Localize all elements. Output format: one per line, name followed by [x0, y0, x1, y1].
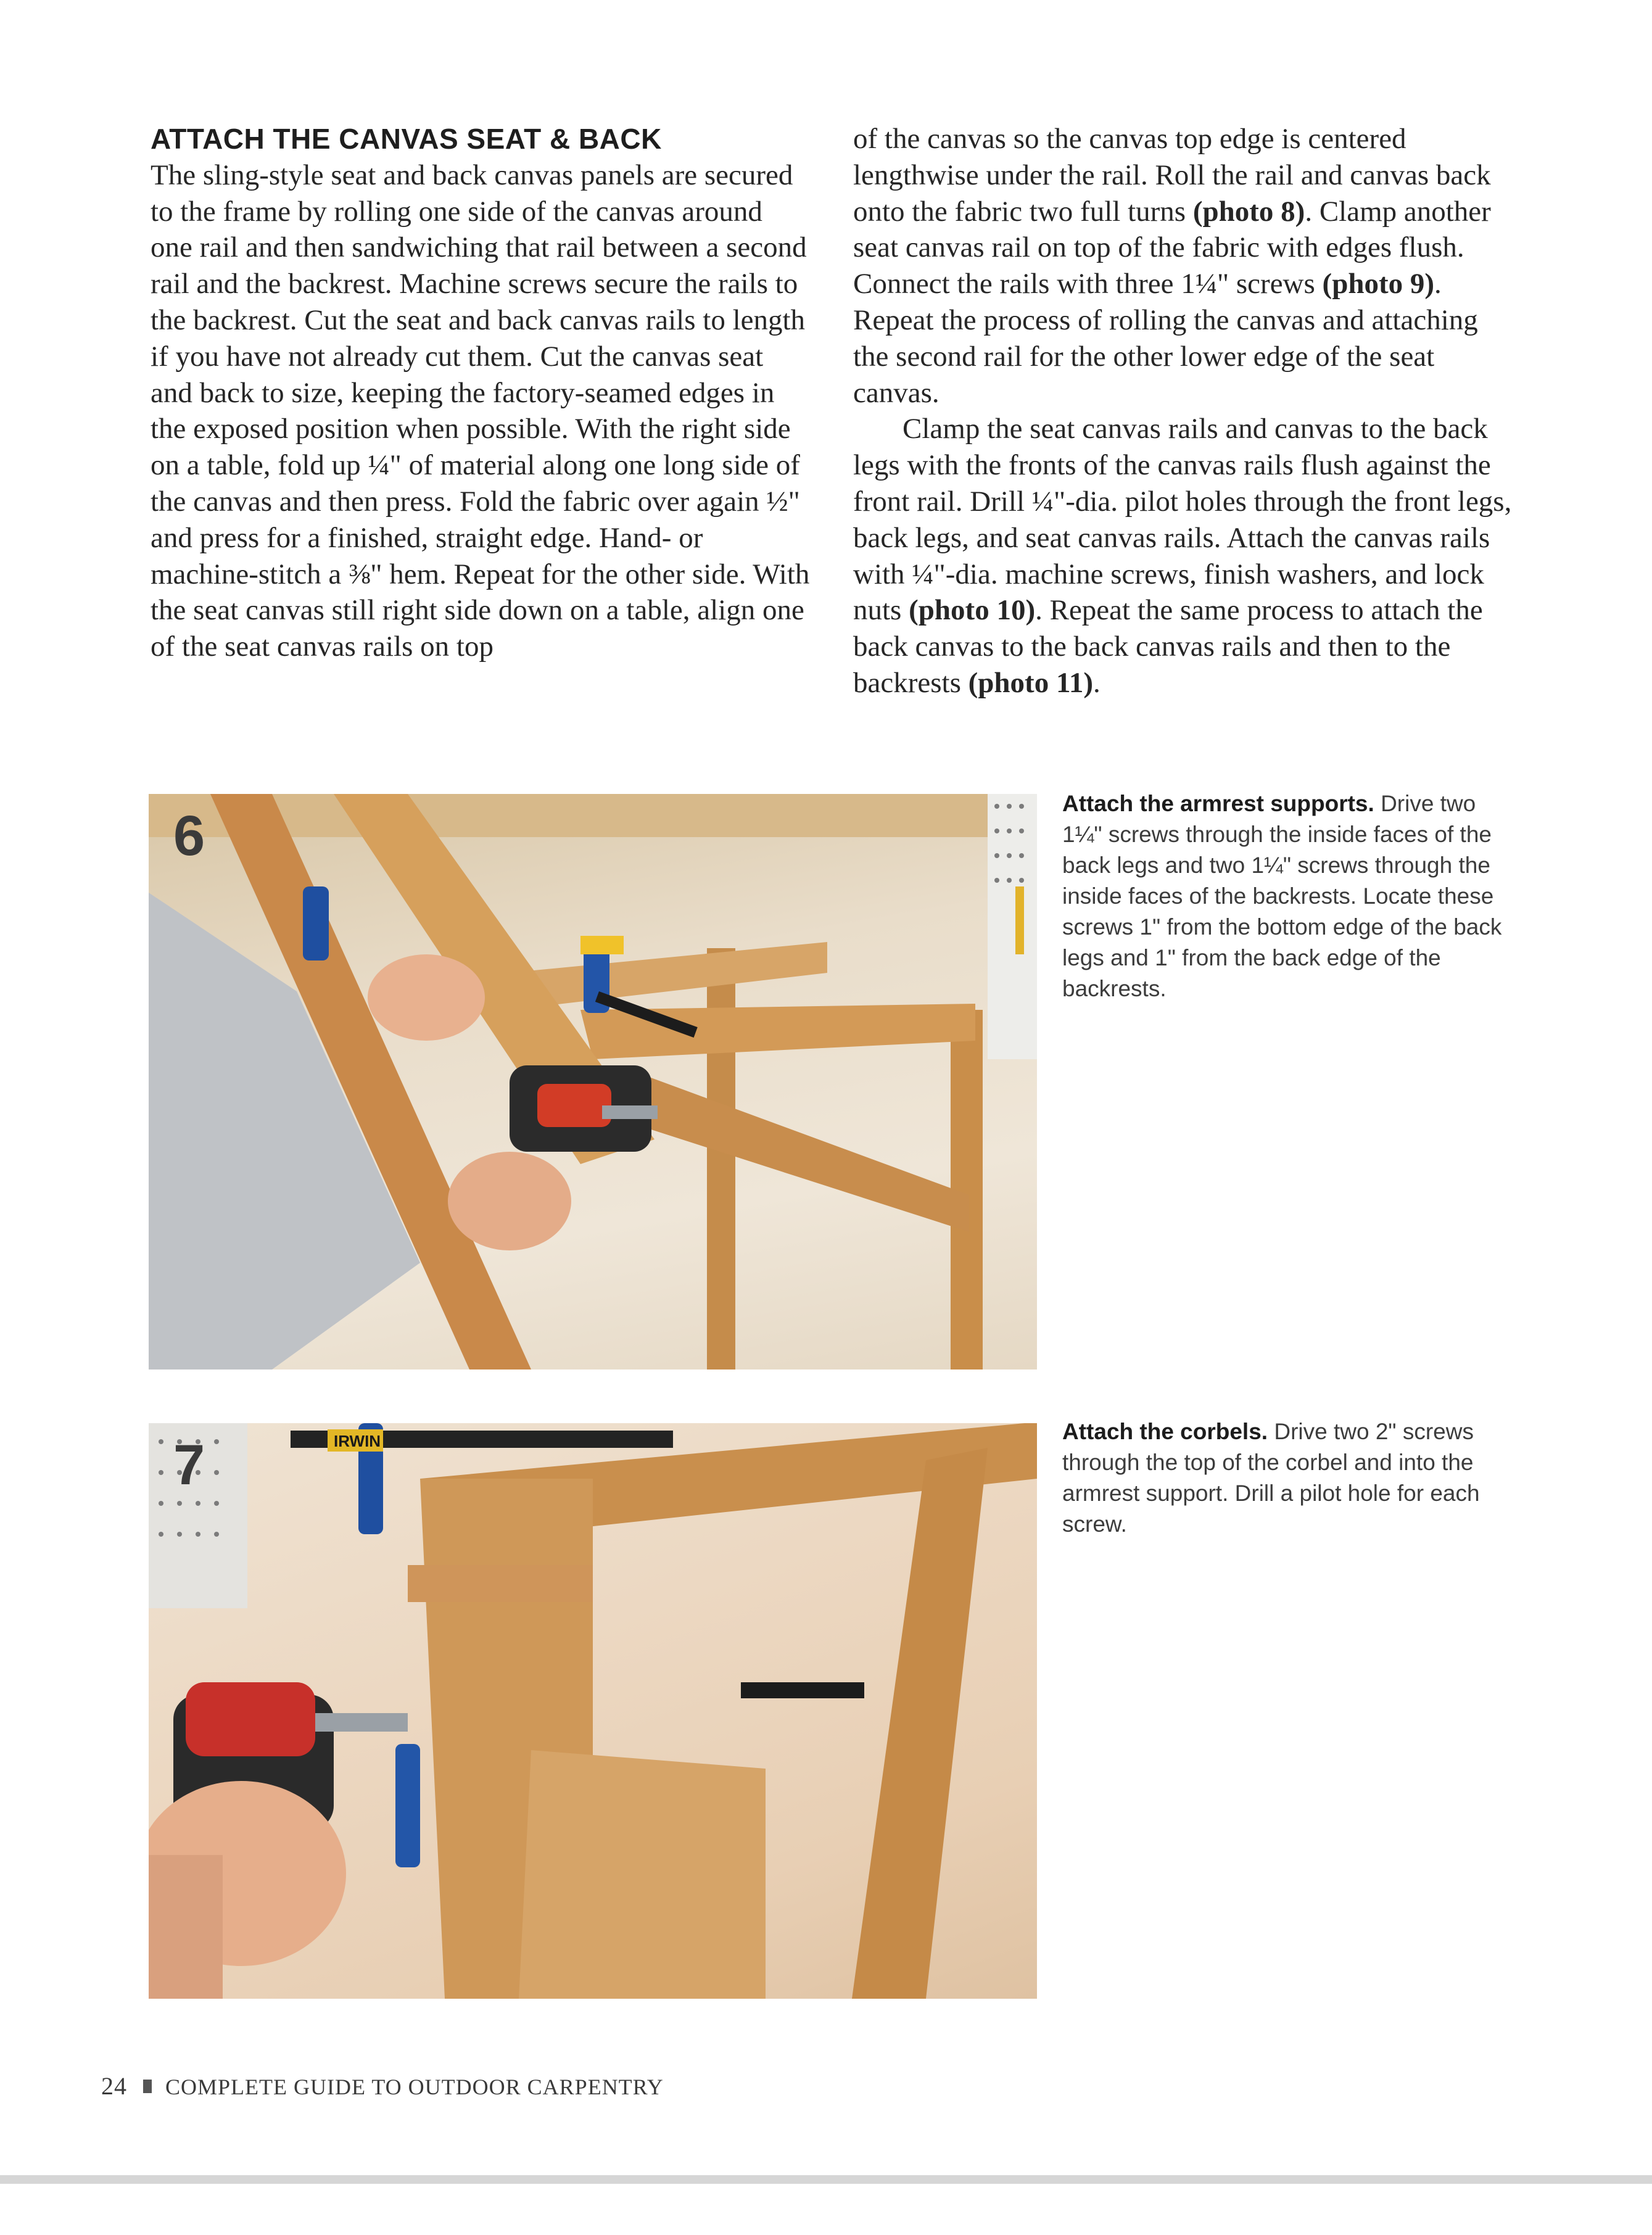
body-paragraph: The sling-style seat and back canvas panels are secured to the frame by rolling one side of the canvas around one rail and then sandwiching that rail between a second rail and the backrest. Machine screws secure the rails to the backrest. Cut the seat and back canvas rails to length if you have not already cut them. Cut the canvas seat and back to size, keeping the factory-seamed edges in the exposed position when possible. With the right side on a table, fold up ¼" of material along one long side of the canvas and then press. Fold the fabric over again ½" and press for a finished, straight edge. Hand- or machine-stitch a ⅜" hem. Repeat for the other side. With the seat canvas still right side down on a table, align one of the seat canvas rails on top [151, 159, 810, 663]
page-number: 24 [101, 2072, 127, 2100]
caption-title: Attach the corbels. [1062, 1419, 1268, 1444]
body-paragraph [853, 121, 1513, 411]
section-heading: ATTACH THE CANVAS SEAT & BACK [151, 123, 662, 155]
body-text: . Repeat the same process to attach the back canvas to the back canvas rails and then to the backrests [853, 594, 1483, 699]
book-title: COMPLETE GUIDE TO OUTDOOR CARPENTRY [165, 2075, 664, 2099]
body-text: of the canvas so the canvas top edge is centered lengthwise under the rail. Roll the rail and canvas back onto the fabric two full turns [853, 123, 1491, 228]
photo-7-illustration [149, 1423, 1037, 1999]
photo-6-caption [1062, 788, 1506, 1004]
photo-number: 7 [173, 1434, 205, 1497]
body-text: . Repeat the process of rolling the canvas and attaching the second rail for the other lower edge of the seat canvas. [853, 268, 1478, 409]
caption-text: Drive two 2" screws through the top of the corbel and into the armrest support. Drill a pilot hole for each screw. [1062, 1419, 1480, 1537]
body-text: . Clamp another seat canvas rail on top of the fabric with edges flush. Connect the rails with three 1¼" screws [853, 195, 1491, 300]
photo-armrest-supports [149, 794, 1037, 1370]
caption-text: Drive two 1¼" screws through the inside faces of the back legs and two 1¼" screws through the inside faces of the backrests. Locate these screws 1" from the bottom edge of the back legs and 1" from the back edge of the backrests. [1062, 791, 1502, 1001]
body-text: . [1093, 666, 1101, 699]
photo-reference: (photo 8) [1192, 195, 1305, 228]
caption-title: Attach the armrest supports. [1062, 791, 1374, 816]
photo-corbels [149, 1423, 1037, 1999]
photo-reference: (photo 9) [1322, 268, 1435, 300]
photo-reference: (photo 10) [909, 594, 1036, 627]
photo-7-caption [1062, 1416, 1506, 1540]
body-paragraph [853, 411, 1513, 701]
footer-separator [143, 2080, 152, 2093]
left-text-column [151, 121, 811, 665]
right-text-column [853, 121, 1513, 701]
bottom-rule [0, 2175, 1652, 2184]
photo-reference: (photo 11) [968, 666, 1094, 699]
page-footer [101, 2072, 664, 2101]
photo-6-illustration [149, 794, 1037, 1370]
clamp-brand-label: IRWIN [334, 1432, 381, 1450]
body-text: Clamp the seat canvas rails and canvas to the back legs with the fronts of the canvas rails flush against the front rail. Drill ¼"-dia. pilot holes through the front legs, back legs, and seat canvas rails. Attach the canvas rails with ¼"-dia. machine screws, finish washers, and lock nuts [853, 413, 1512, 627]
photo-number: 6 [173, 804, 205, 867]
